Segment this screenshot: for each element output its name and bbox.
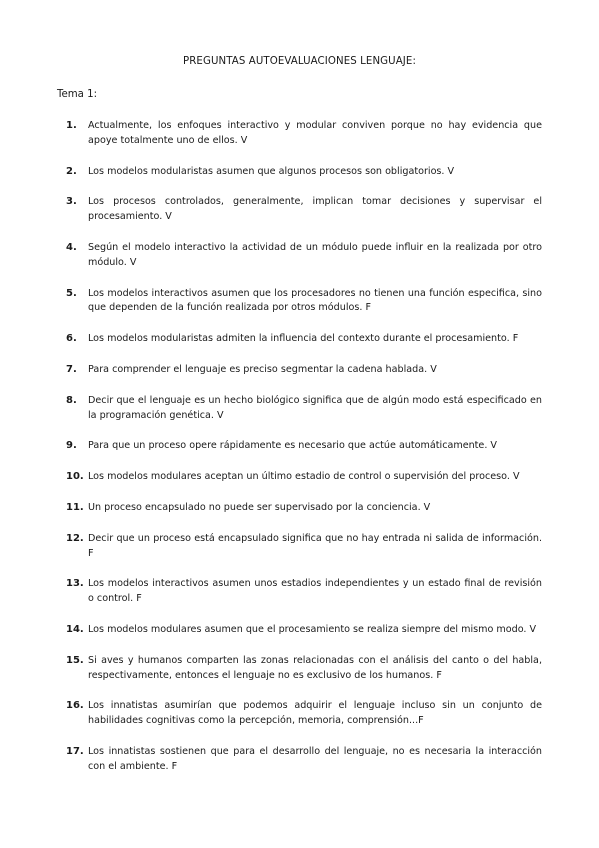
question-text: Decir que el lenguaje es un hecho biológico significa que de algún modo está especificado en la programación genética. V	[88, 394, 542, 421]
question-list	[66, 119, 542, 791]
question-text: Los innatistas asumirían que podemos adquirir el lenguaje incluso sin un conjunto de habilidades cognitivas como la percepción, memoria, comprensión...F	[88, 700, 542, 727]
document-title: PREGUNTAS AUTOEVALUACIONES LENGUAJE:	[183, 56, 416, 67]
question-text: Los modelos modularistas admiten la influencia del contexto durante el procesamiento. F	[88, 333, 519, 345]
section-heading: Tema 1:	[57, 89, 98, 100]
question-number: 3.	[66, 196, 77, 208]
question-item	[66, 532, 542, 562]
question-number: 14.	[66, 623, 84, 635]
question-item	[66, 501, 542, 516]
question-item	[66, 165, 542, 180]
question-number: 9.	[66, 440, 77, 452]
question-item	[66, 363, 542, 378]
question-number: 15.	[66, 654, 84, 666]
question-number: 2.	[66, 165, 77, 177]
question-text: Los modelos interactivos asumen unos estadios independientes y un estado final de revisión o control. F	[88, 578, 542, 605]
question-text: Los modelos modulares aceptan un último estadio de control o supervisión del proceso. V	[88, 471, 520, 483]
question-text: Un proceso encapsulado no puede ser supervisado por la conciencia. V	[88, 501, 431, 513]
question-item	[66, 745, 542, 775]
question-number: 8.	[66, 394, 77, 406]
question-text: Actualmente, los enfoques interactivo y modular conviven porque no hay evidencia que apoye totalmente uno de ellos. V	[88, 120, 542, 146]
question-item	[66, 470, 542, 485]
question-number: 11.	[66, 501, 84, 513]
question-text: Los innatistas sostienen que para el desarrollo del lenguaje, no es necesaria la interacción con el ambiente. F	[88, 745, 542, 772]
question-item	[66, 287, 542, 317]
question-number: 12.	[66, 532, 84, 544]
question-text: Los modelos interactivos asumen que los procesadores no tienen una función especifica, sino que dependen de la función realizada por otros módulos. F	[88, 287, 542, 314]
question-item	[66, 195, 542, 225]
question-number: 17.	[66, 745, 84, 757]
question-text: Decir que un proceso está encapsulado significa que no hay entrada ni salida de información. F	[88, 532, 542, 559]
question-item	[66, 241, 542, 271]
question-item	[66, 654, 542, 684]
question-text: Para que un proceso opere rápidamente es necesario que actúe automáticamente. V	[88, 440, 497, 452]
question-text: Los modelos modulares asumen que el procesamiento se realiza siempre del mismo modo. V	[88, 623, 537, 635]
question-number: 13.	[66, 578, 84, 590]
question-text: Según el modelo interactivo la actividad de un módulo puede influir en la realizada por otro módulo. V	[88, 241, 542, 268]
question-text: Si aves y humanos comparten las zonas relacionadas con el análisis del canto o del habla, respectivamente, entonces el lenguaje no es exclusivo de los humanos. F	[88, 654, 542, 681]
question-number: 7.	[66, 363, 77, 375]
question-item	[66, 439, 542, 454]
question-number: 16.	[66, 700, 84, 712]
question-text: Para comprender el lenguaje es preciso segmentar la cadena hablada. V	[88, 363, 437, 375]
question-item	[66, 623, 542, 638]
question-number: 4.	[66, 241, 77, 253]
question-item	[66, 119, 542, 149]
question-item	[66, 394, 542, 424]
question-item	[66, 332, 542, 347]
question-number: 10.	[66, 471, 84, 483]
question-text: Los procesos controlados, generalmente, implican tomar decisiones y supervisar el procesamiento. V	[88, 196, 542, 223]
question-number: 6.	[66, 333, 77, 345]
question-item	[66, 577, 542, 607]
question-item	[66, 699, 542, 729]
question-text: Los modelos modularistas asumen que algunos procesos son obligatorios. V	[88, 165, 455, 177]
question-number: 5.	[66, 287, 77, 299]
question-number: 1.	[66, 120, 77, 131]
